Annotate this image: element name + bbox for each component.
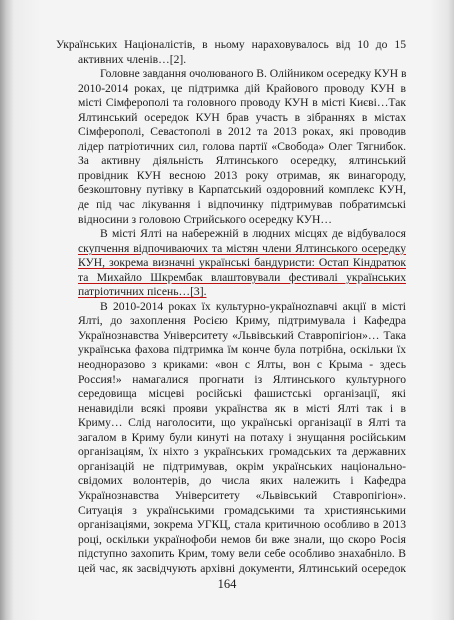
text-line: Головне завдання очолюваного В. Олійником осередку КУН в bbox=[100, 67, 407, 81]
text-line: безкоштовну путівку в Карпатський оздоровний комплекс КУН, bbox=[78, 183, 406, 197]
text-line: організаціям, їх ніхто з українських громадських та державних bbox=[78, 445, 406, 459]
text-line: році, оскільки українофоби немов би вже знали, що скоро Росія bbox=[78, 532, 406, 546]
text-line: підступно захопить Крим, тому вели себе особливо знахабніло. В bbox=[78, 547, 406, 561]
text-line: неодноразово з криками: «вон с Ялты, вон с Крыма - здесь bbox=[78, 358, 406, 372]
text-line: свідомих волонтерів, до числа яких належить і Кафедра bbox=[78, 474, 406, 488]
text-line: відносини з головою Стрийського осередку КУН… bbox=[78, 212, 332, 226]
text-line: Криму… Слід наголосити, що українські організації в Ялті та bbox=[78, 416, 406, 430]
text-line: де під час лікування і відпочинку підтримував побратимські bbox=[78, 198, 406, 212]
text-line: Українознавства Університету «Львівський Ставропігіон»… Така bbox=[78, 328, 406, 342]
paragraph-4 bbox=[56, 300, 406, 576]
body-text bbox=[56, 38, 406, 576]
text-line: провідник КУН весною 2013 року отримав, як винагороду, bbox=[78, 168, 406, 182]
underlined-line: патріотичних пісень…[3]. bbox=[78, 285, 207, 299]
underlined-line: КУН, зокрема визначні українські бандуристи: Остап Кіндратюк bbox=[78, 256, 406, 270]
text-line: загалом в Криму були кинуті на потаху і знущання російським bbox=[78, 430, 406, 444]
text-line: Ситуація з українськими громадськими та християнськими bbox=[78, 503, 406, 517]
text-line: активних членів…[2]. bbox=[78, 52, 187, 66]
paragraph-2 bbox=[56, 67, 406, 227]
text-line: Українських Націоналістів, в ньому нараховувалось від 10 до 15 bbox=[56, 38, 406, 51]
underlined-line: та Михайло Шкрембак влаштовували фестивалі українських bbox=[78, 270, 406, 284]
page-number: 164 bbox=[217, 577, 237, 591]
text-line: місті Сімферополі та головного проводу КУН в місті Києві…Так bbox=[78, 96, 406, 110]
text-line: ненавиділи всякі прояви українства як в місті Ялті так і в bbox=[78, 401, 406, 415]
text-line: 2010-2014 роках, це підтримка дій Крайового проводу КУН в bbox=[78, 81, 406, 95]
text-line: Россия!» намагалися прогнати із Ялтинського культурного bbox=[78, 372, 406, 386]
text-line: організацій не підтримував, окрім українських національно- bbox=[78, 459, 406, 473]
text-line: Ялті, до захоплення Росією Криму, підтримувала і Кафедра bbox=[78, 314, 406, 328]
text-line: лідер патріотичних сил, голова партії «Свобода» Олег Тягнибок. bbox=[78, 139, 406, 153]
paragraph-3-highlighted bbox=[56, 227, 406, 300]
text-line: Ялтинський осередок КУН брав участь в зібраннях в містах bbox=[78, 110, 406, 124]
text-line: За активну діяльність Ялтинського осередку, ялтинський bbox=[78, 154, 406, 168]
text-line: організаціями, зокрема УГКЦ, стала критичною особливо в 2013 bbox=[78, 518, 406, 532]
text-line: українська фахова підтримка їм конче була потрібна, оскільки їх bbox=[78, 343, 406, 357]
text-line: Сімферополі, Севастополі в 2012 та 2013 роках, які проводив bbox=[78, 125, 406, 139]
text-line: В місті Ялті на набережній в людних місцях де відбувалося bbox=[100, 227, 406, 241]
text-line: Українознавства Університету «Львівський Ставропігіон». bbox=[78, 488, 406, 502]
text-line: середовища місцеві російські фашистські організації, які bbox=[78, 387, 406, 401]
paragraph-1 bbox=[56, 38, 406, 67]
text-line: В 2010-2014 роках їх культурно-україноznавчі акції в місті bbox=[100, 299, 406, 313]
underlined-line: скупчення відпочиваючих та містян члени Ялтинського осередку bbox=[78, 241, 406, 255]
text-line: цей час, як засвідчують архівні документи, Ялтинський осередок bbox=[78, 561, 406, 575]
